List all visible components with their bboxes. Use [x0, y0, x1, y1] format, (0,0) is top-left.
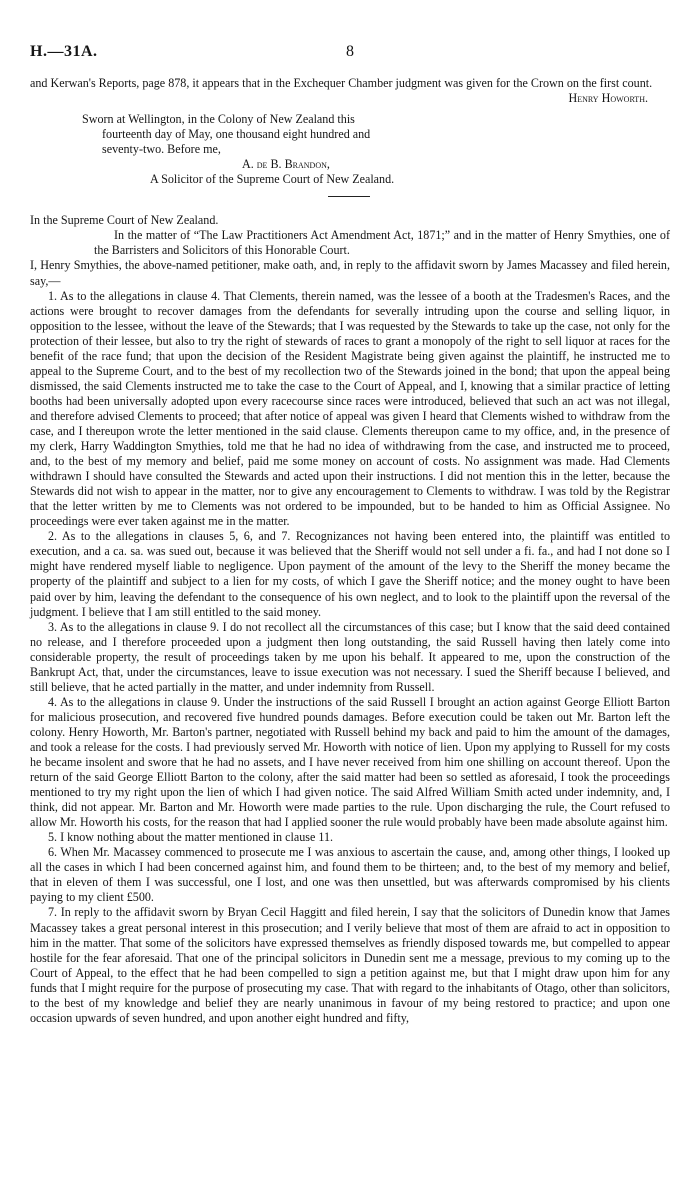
- signatory-name: Henry Howorth.: [568, 91, 648, 106]
- affidavit-paragraph: 3. As to the allegations in clause 9. I do not recollect all the circumstances of this case; but I know that the said deed contained no release, and I therefore proceeded upon a judgment then long outstanding, the said Russell having then lately come into considerable property, the result of proceedings taken by me upon his behalf. It appeared to me, upon the construction of the Bankrupt Act, that, under the circumstances, leave to issue execution was not necessary. I sued the Sheriff because I believed, and still believe, that he acted partially in the matter, and under indemnity from Russell.: [30, 619, 670, 694]
- jurat-block: [82, 112, 670, 187]
- page-header: [30, 44, 670, 76]
- section-divider: [328, 196, 370, 197]
- affidavit-paragraph: 2. As to the allegations in clauses 5, 6, and 7. Recognizances not having been entered into, the plaintiff was entitled to execution, and a ca. sa. was sued out, because it was believed that the Sheriff would not sell under a fi. fa., and had I not done so I might have rendered myself liable to negligence. Upon payment of the amount of the levy to the Sheriff the money became the property of the plaintiff and subject to a lien for my costs, of which I gave the Sheriff notice; and the money ought to have been paid over by him, leaving the defendant to the consequence of his own neglect, and to look to the plaintiff upon the reversal of the judgment. I believe that I am still entitled to the said money.: [30, 529, 670, 619]
- affidavit-paragraph: 7. In reply to the affidavit sworn by Bryan Cecil Haggitt and filed herein, I say that the solicitors of Dunedin know that James Macassey takes a great personal interest in this prosecution; and I verily believe that most of them are afraid to act in opposition to him in the matter. That some of the solicitors have expressed themselves as friendly disposed towards me, but compelled to appear hostile for the fear aforesaid. That one of the principal solicitors in Dunedin sent me a message, previous to my coming up to the Court of Appeal, to the effect that he had been compelled to sign a petition against me, but that I might draw upon him for any funds that I might require for the purpose of prosecuting my case. That with regard to the inhabitants of Otago, other than solicitors, to the best of my knowledge and belief they are nearly unanimous in favour of my being restored to practice; and upon one occasion upwards of seven hundred, and upon another eight hundred and fifty,: [30, 905, 670, 1025]
- commissioner-title: A Solicitor of the Supreme Court of New Zealand.: [150, 172, 395, 187]
- affidavit-paragraph: 4. As to the allegations in clause 9. Under the instructions of the said Russell I brought an action against George Elliott Barton for malicious prosecution, and recovered five hundred pounds damages. Before execution could be taken out Mr. Barton left the colony. Henry Howorth, Mr. Barton's partner, negotiated with Russell behind my back and paid to him the amount of the damages, and took a release for the costs. I had previously served Mr. Howorth with notice of lien. Upon my applying to Russell for my costs he became insolent and swore that he had no assets, and I have never received from him one shilling on account thereof. Upon the return of the said George Elliott Barton to the colony, after the said matter had been so settled as aforesaid, I took the proceedings mentioned to try my right upon the lien of which I had given notice. The said Alfred William Smith acted under indemnity, and, I think, did not appear. Mr. Barton and Mr. Howorth were made parties to the rule. Upon discharging the rule, the Court refused to allow Mr. Howorth his costs, for the reason that had I applied sooner the rule would probably have been made absolute against him.: [30, 694, 670, 830]
- page-number: 8: [346, 43, 354, 60]
- document-reference: H.—31A.: [30, 43, 98, 60]
- commissioner-name: A. de B. Brandon,: [242, 157, 330, 172]
- opening-paragraph: and Kerwan's Reports, page 878, it appears that in the Exchequer Chamber judgment was given for the Crown on the first count.: [30, 76, 653, 90]
- affidavit-paragraph: 5. I know nothing about the matter mentioned in clause 11.: [48, 830, 334, 845]
- court-heading: In the Supreme Court of New Zealand.: [30, 213, 219, 228]
- jurat-line: fourteenth day of May, one thousand eight hundred and: [102, 127, 371, 142]
- affidavit-paragraph: 6. When Mr. Macassey commenced to prosecute me I was anxious to ascertain the cause, and, among other things, I looked up all the cases in which I had been concerned against him, and found them to be thirteen; and, to the best of my memory and belief, that in eleven of them I was successful, one I lost, and one was then unsettled, but was afterwards compromised by his clients paying to my client £500.: [30, 845, 670, 905]
- jurat-line: seventy-two. Before me,: [102, 142, 221, 157]
- affidavit-intro: I, Henry Smythies, the above-named petitioner, make oath, and, in reply to the affidavit sworn by James Macassey and filed herein, say,—: [30, 258, 670, 288]
- matter-heading: In the matter of “The Law Practitioners Act Amendment Act, 1871;” and in the matter of Henry Smythies, one of the Barristers and Solicitors of this Honorable Court.: [94, 228, 670, 258]
- jurat-line: Sworn at Wellington, in the Colony of New Zealand this: [82, 112, 355, 127]
- affidavit-paragraph: 1. As to the allegations in clause 4. That Clements, therein named, was the lessee of a booth at the Tradesmen's Races, and the actions were brought to recover damages from the defendants for severally intruding upon the course and selling liquor, in opposition to the lessee, without the leave of the Stewards; that I was requested by the Stewards to take up the case, not only for the protection of their lessee, but also to try the right of stewards of races to grant a monopoly of the right to sell liquor at races for the benefit of the race fund; that upon the decision of the Resident Magistrate being given against the plaintiff, he instructed me to appeal to the Supreme Court, and to the best of my recollection two of the Stewards joined in the bond; that upon the appeal being dismissed, the said Clements instructed me to take the case to the Court of Appeal, and I, knowing that a similar practice of letting booths had been universally adopted upon every racecourse since races were introduced, believed that such an act was not illegal, and therefore advised Clements to proceed; that after notice of appeal was given I heard that Clements wished to withdraw from the case, and I thereupon wrote the letter mentioned in the said clause. Clements thereupon came to my office, and, in the presence of my clerk, Harry Waddington Smythies, told me that he had no idea of withdrawing from the case, and instructed me to proceed, and, to the best of my memory and belief, paid me some money on account of costs. No assignment was made. Had Clements withdrawn I should have consulted the Stewards and acted upon their instructions. I did not mention this in the letter, because the Stewards did not wish to appear in the matter, nor to give any encouragement to Clements to withdraw. I was told by the Registrar that the letter written by me to Clements was not ordered to be impounded, but to be handed to him as Official Assignee. No proceedings were ever taken against me in the matter.: [30, 288, 670, 529]
